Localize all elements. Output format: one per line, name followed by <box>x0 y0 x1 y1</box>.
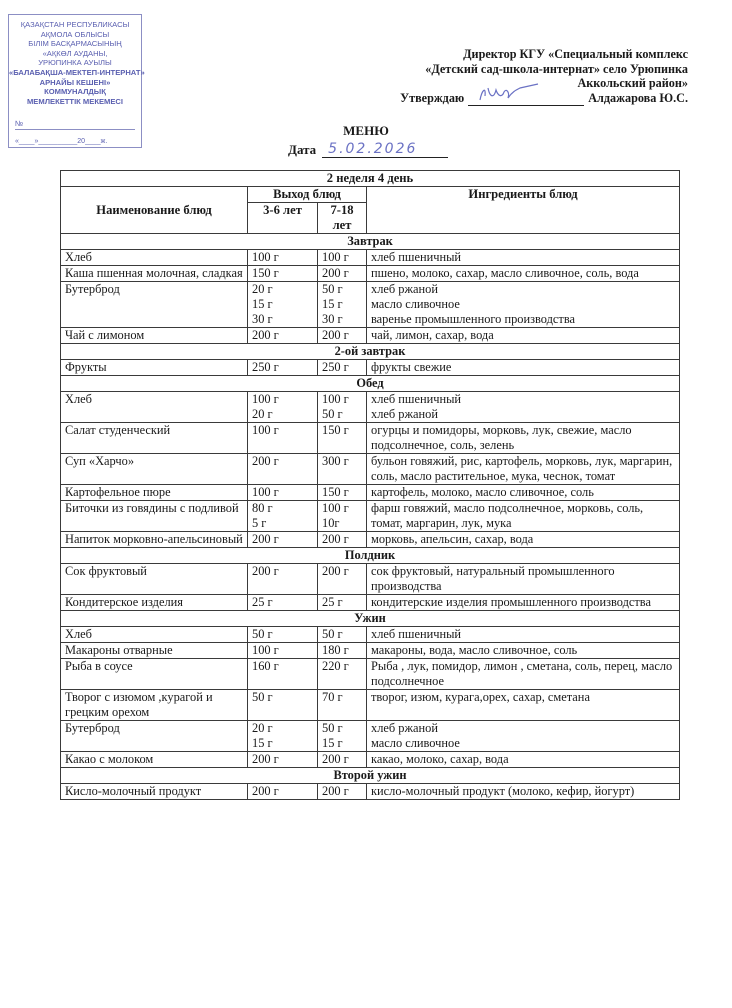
portion-3-6: 15 г <box>252 297 273 311</box>
dish-name: Картофельное пюре <box>61 485 248 501</box>
approval-line-2: «Детский сад-школа-интернат» село Урюпинка <box>425 61 688 76</box>
stamp-date-line: «____»__________20____ж. <box>15 138 108 145</box>
portion-7-18: 25 г <box>322 595 343 609</box>
portion-3-6: 5 г <box>252 516 267 530</box>
portion-3-6-cell <box>248 721 318 752</box>
stamp-line: АРНАЙЫ КЕШЕНІ» <box>39 77 111 87</box>
portion-7-18: 15 г <box>322 736 343 750</box>
dish-name-header: Наименование блюд <box>61 187 248 234</box>
table-row <box>61 659 680 690</box>
portion-7-18: 50 г <box>322 721 343 735</box>
signature-line <box>468 91 584 106</box>
dish-name: Каша пшенная молочная, сладкая <box>61 266 248 282</box>
portion-3-6: 50 г <box>252 690 273 704</box>
ingredients: творог, изюм, курага,орех, сахар, сметана <box>371 690 590 704</box>
dish-name: Кисло-молочный продукт <box>61 784 248 800</box>
portion-7-18-cell <box>318 501 367 532</box>
section-title: Полдник <box>61 548 680 564</box>
portion-3-6: 200 г <box>252 454 279 468</box>
portion-7-18: 200 г <box>322 532 349 546</box>
portion-3-6: 20 г <box>252 721 273 735</box>
portion-7-18: 250 г <box>322 360 349 374</box>
dish-name: Рыба в соусе <box>61 659 248 690</box>
dish-name: Хлеб <box>61 392 248 423</box>
portion-7-18-cell <box>318 360 367 376</box>
dish-name: Кондитерское изделия <box>61 595 248 611</box>
dish-name: Бутерброд <box>61 282 248 328</box>
portion-3-6: 100 г <box>252 643 279 657</box>
dish-name: Салат студенческий <box>61 423 248 454</box>
portion-3-6: 20 г <box>252 282 273 296</box>
portion-3-6-cell <box>248 282 318 328</box>
portion-7-18: 200 г <box>322 328 349 342</box>
portion-7-18: 150 г <box>322 485 349 499</box>
table-row <box>61 532 680 548</box>
portion-7-18: 200 г <box>322 784 349 798</box>
ingredients-cell <box>367 627 680 643</box>
portion-3-6: 25 г <box>252 595 273 609</box>
approval-line-1: Директор КГУ «Специальный комплекс <box>463 47 688 61</box>
section-header-row <box>61 234 680 250</box>
stamp-line: «БАЛАБАҚША-МЕКТЕП-ИНТЕРНАТ» <box>9 67 145 77</box>
dish-name: Биточки из говядины с подливой <box>61 501 248 532</box>
portion-3-6: 200 г <box>252 752 279 766</box>
portion-3-6-cell <box>248 392 318 423</box>
ingredients: макароны, вода, масло сливочное, соль <box>371 643 578 657</box>
week-day-header: 2 неделя 4 день <box>61 171 680 187</box>
ingredients-cell <box>367 250 680 266</box>
menu-body <box>61 234 680 800</box>
portion-3-6-cell <box>248 328 318 344</box>
ingredients: кондитерские изделия промышленного производства <box>371 595 651 609</box>
ingredients-cell <box>367 328 680 344</box>
approval-line-3: Аккольский район» <box>577 76 688 90</box>
portion-7-18-cell <box>318 784 367 800</box>
portion-7-18: 50 г <box>322 407 343 421</box>
approval-block <box>400 47 688 106</box>
portion-3-6-cell <box>248 485 318 501</box>
ingredients-header: Ингредиенты блюд <box>367 187 680 234</box>
dish-name: Хлеб <box>61 250 248 266</box>
ingredients: сок фруктовый, натуральный промышленного производства <box>371 564 615 593</box>
portion-3-6: 200 г <box>252 532 279 546</box>
date-label: Дата <box>288 142 317 157</box>
portion-3-6-cell <box>248 595 318 611</box>
dish-name: Фрукты <box>61 360 248 376</box>
date-value: 5.02.2026 <box>322 141 448 158</box>
ingredients-cell <box>367 564 680 595</box>
table-row <box>61 282 680 328</box>
dish-name: Хлеб <box>61 627 248 643</box>
portion-3-6-cell <box>248 266 318 282</box>
ingredients-cell <box>367 501 680 532</box>
portion-3-6-cell <box>248 627 318 643</box>
ingredients-cell <box>367 392 680 423</box>
portion-3-6-cell <box>248 643 318 659</box>
portion-7-18-cell <box>318 721 367 752</box>
portion-3-6-cell <box>248 532 318 548</box>
ingredients: пшено, молоко, сахар, масло сливочное, соль, вода <box>371 266 639 280</box>
table-row <box>61 423 680 454</box>
portion-3-6-cell <box>248 360 318 376</box>
portion-7-18: 200 г <box>322 266 349 280</box>
portion-7-18: 180 г <box>322 643 349 657</box>
portion-7-18-cell <box>318 485 367 501</box>
ingredients-cell <box>367 643 680 659</box>
dish-name: Макароны отварные <box>61 643 248 659</box>
dish-name: Бутерброд <box>61 721 248 752</box>
table-row <box>61 501 680 532</box>
ingredients: чай, лимон, сахар, вода <box>371 328 494 342</box>
portion-7-18: 50 г <box>322 282 343 296</box>
ingredients: хлеб ржаной <box>371 282 438 296</box>
section-header-row <box>61 376 680 392</box>
portion-7-18-cell <box>318 643 367 659</box>
portion-3-6: 80 г <box>252 501 273 515</box>
output-header: Выход блюд <box>248 187 367 203</box>
stamp-line: БІЛІМ БАСҚАРМАСЫНЫҢ <box>28 39 122 49</box>
portion-7-18: 100 г <box>322 250 349 264</box>
ingredients: бульон говяжий, рис, картофель, морковь, лук, маргарин, соль, масло растительное, мука, чеснок, томат <box>371 454 673 483</box>
portion-7-18-cell <box>318 454 367 485</box>
ingredients: масло сливочное <box>371 297 460 311</box>
signature-icon <box>476 82 546 106</box>
ingredients: фрукты свежие <box>371 360 452 374</box>
table-row <box>61 784 680 800</box>
portion-3-6: 250 г <box>252 360 279 374</box>
portion-3-6: 200 г <box>252 564 279 578</box>
signer-name: Алдажарова Ю.С. <box>588 91 688 105</box>
stamp-text <box>9 20 145 106</box>
table-row <box>61 564 680 595</box>
portion-3-6-cell <box>248 423 318 454</box>
portion-7-18-cell <box>318 250 367 266</box>
portion-3-6: 100 г <box>252 423 279 437</box>
portion-7-18-cell <box>318 392 367 423</box>
portion-7-18-cell <box>318 752 367 768</box>
menu-title: МЕНЮ <box>343 123 389 138</box>
portion-7-18-cell <box>318 532 367 548</box>
portion-7-18: 15 г <box>322 297 343 311</box>
table-row <box>61 266 680 282</box>
table-row <box>61 627 680 643</box>
section-header-row <box>61 548 680 564</box>
ingredients: хлеб ржаной <box>371 721 438 735</box>
table-row <box>61 595 680 611</box>
section-header-row <box>61 611 680 627</box>
ingredients: огурцы и помидоры, морковь, лук, свежие, масло подсолнечное, соль, зелень <box>371 423 632 452</box>
section-header-row <box>61 344 680 360</box>
age-3-6-header: 3-6 лет <box>248 203 318 234</box>
portion-7-18: 70 г <box>322 690 343 704</box>
portion-7-18: 100 г <box>322 501 349 515</box>
portion-7-18-cell <box>318 659 367 690</box>
ingredients-cell <box>367 721 680 752</box>
section-title: Обед <box>61 376 680 392</box>
ingredients: масло сливочное <box>371 736 460 750</box>
portion-3-6-cell <box>248 454 318 485</box>
ingredients-cell <box>367 266 680 282</box>
portion-7-18-cell <box>318 627 367 643</box>
portion-7-18: 50 г <box>322 627 343 641</box>
portion-7-18-cell <box>318 423 367 454</box>
ingredients-cell <box>367 784 680 800</box>
dish-name: Напиток морковно-апельсиновый <box>61 532 248 548</box>
ingredients-cell <box>367 752 680 768</box>
section-title: Ужин <box>61 611 680 627</box>
table-row <box>61 250 680 266</box>
stamp-number-label: № <box>15 119 24 128</box>
stamp-line: ҚАЗАҚСТАН РЕСПУБЛИКАСЫ <box>20 20 130 29</box>
ingredients: хлеб пшеничный <box>371 627 462 641</box>
portion-7-18-cell <box>318 282 367 328</box>
section-title: 2-ой завтрак <box>61 344 680 360</box>
portion-7-18: 200 г <box>322 564 349 578</box>
portion-3-6: 30 г <box>252 312 273 326</box>
portion-3-6: 200 г <box>252 784 279 798</box>
ingredients-cell <box>367 532 680 548</box>
portion-3-6: 200 г <box>252 328 279 342</box>
table-row <box>61 643 680 659</box>
ingredients: кисло-молочный продукт (молоко, кефир, йогурт) <box>371 784 635 798</box>
table-row <box>61 485 680 501</box>
portion-7-18: 220 г <box>322 659 349 673</box>
ingredients-cell <box>367 423 680 454</box>
stamp-line: КОММУНАЛДЫҚ <box>44 87 106 97</box>
ingredients-cell <box>367 659 680 690</box>
ingredients: хлеб пшеничный <box>371 250 462 264</box>
portion-7-18: 300 г <box>322 454 349 468</box>
portion-3-6-cell <box>248 659 318 690</box>
section-header-row <box>61 768 680 784</box>
portion-3-6-cell <box>248 752 318 768</box>
section-title: Завтрак <box>61 234 680 250</box>
dish-name: Сок фруктовый <box>61 564 248 595</box>
table-row <box>61 721 680 752</box>
ingredients: фарш говяжий, масло подсолнечное, морковь, соль, томат, маргарин, лук, мука <box>371 501 644 530</box>
portion-7-18-cell <box>318 564 367 595</box>
stamp-line: МЕМЛЕКЕТТІК МЕКЕМЕСІ <box>26 96 124 106</box>
ingredients-cell <box>367 454 680 485</box>
ingredients: хлеб пшеничный <box>371 392 462 406</box>
portion-3-6: 160 г <box>252 659 279 673</box>
dish-name: Творог с изюмом ,курагой и грецким орехом <box>61 690 248 721</box>
portion-3-6-cell <box>248 501 318 532</box>
stamp-line: «АҚКӨЛ АУДАНЫ, <box>42 48 108 58</box>
table-row <box>61 752 680 768</box>
portion-3-6-cell <box>248 564 318 595</box>
ingredients-cell <box>367 690 680 721</box>
table-row <box>61 328 680 344</box>
portion-7-18: 100 г <box>322 392 349 406</box>
portion-7-18-cell <box>318 328 367 344</box>
portion-7-18-cell <box>318 266 367 282</box>
portion-3-6: 100 г <box>252 250 279 264</box>
portion-3-6: 50 г <box>252 627 273 641</box>
ingredients: хлеб ржаной <box>371 407 438 421</box>
ingredients-cell <box>367 282 680 328</box>
ingredients-cell <box>367 595 680 611</box>
ingredients-cell <box>367 485 680 501</box>
portion-3-6-cell <box>248 250 318 266</box>
ingredients: Рыба , лук, помидор, лимон , сметана, соль, перец, масло подсолнечное <box>371 659 673 688</box>
table-row <box>61 392 680 423</box>
section-title: Второй ужин <box>61 768 680 784</box>
ingredients: какао, молоко, сахар, вода <box>371 752 509 766</box>
portion-3-6: 20 г <box>252 407 273 421</box>
portion-7-18: 10г <box>322 516 340 530</box>
portion-7-18: 200 г <box>322 752 349 766</box>
portion-3-6-cell <box>248 690 318 721</box>
signature-row <box>400 91 688 106</box>
date-row <box>288 141 448 158</box>
menu-table <box>60 170 680 800</box>
portion-7-18-cell <box>318 690 367 721</box>
table-row <box>61 360 680 376</box>
portion-7-18: 30 г <box>322 312 343 326</box>
age-7-18-header: 7-18 лет <box>318 203 367 234</box>
portion-3-6: 150 г <box>252 266 279 280</box>
stamp-line: УРЮПИНКА АУЫЛЫ <box>38 58 112 68</box>
table-row <box>61 454 680 485</box>
portion-7-18: 150 г <box>322 423 349 437</box>
portion-3-6-cell <box>248 784 318 800</box>
dish-name: Какао с молоком <box>61 752 248 768</box>
approve-label: Утверждаю <box>400 91 465 105</box>
table-row <box>61 690 680 721</box>
stamp-line: АҚМОЛА ОБЛЫСЫ <box>40 29 110 39</box>
dish-name: Чай с лимоном <box>61 328 248 344</box>
portion-3-6: 100 г <box>252 485 279 499</box>
portion-3-6: 100 г <box>252 392 279 406</box>
ingredients: морковь, апельсин, сахар, вода <box>371 532 534 546</box>
ingredients-cell <box>367 360 680 376</box>
ingredients: варенье промышленного производства <box>371 312 576 326</box>
ingredients: картофель, молоко, масло сливочное, соль <box>371 485 594 499</box>
dish-name: Суп «Харчо» <box>61 454 248 485</box>
portion-7-18-cell <box>318 595 367 611</box>
portion-3-6: 15 г <box>252 736 273 750</box>
